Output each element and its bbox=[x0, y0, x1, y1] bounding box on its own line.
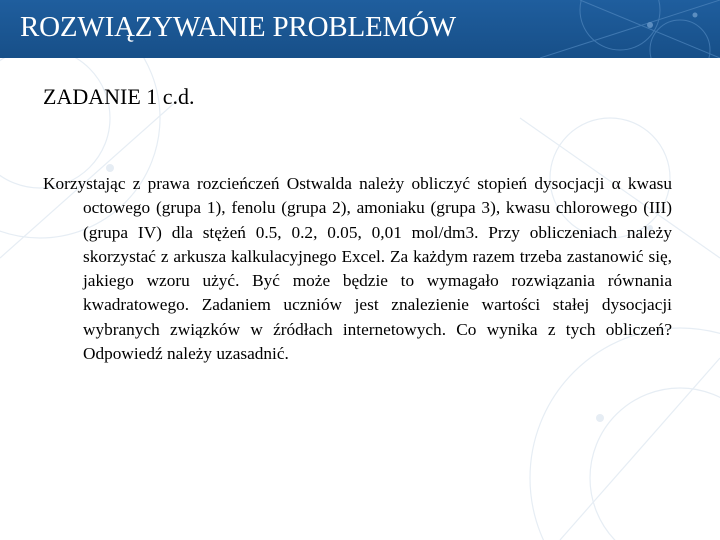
header-network-decoration bbox=[420, 0, 720, 58]
task-heading: ZADANIE 1 c.d. bbox=[43, 84, 195, 109]
title-bar bbox=[0, 0, 720, 58]
slide-title: ROZWIĄZYWANIE PROBLEMÓW bbox=[20, 11, 456, 43]
task-description: Korzystając z prawa rozcieńczeń Ostwalda należy obliczyć stopień dysocjacji α kwasu octowego (grupa 1), fenolu (grupa 2), amoniaku (grupa 3), kwasu chlorowego (III) (grupa IV) dla stężeń 0.5, 0.2, 0.05, 0,01 mol/dm3. Przy obliczeniach należy skorzystać z arkusza kalkulacyjnego Excel. Za każdym razem trzeba zastanowić się, jakiego wzoru użyć. Być może będzie to wymagało rozwiązania równania kwadratowego. Zadaniem uczniów jest znalezienie wartości stałej dysocjacji wybranych związków w źródłach internetowych. Co wynika z tych obliczeń? Odpowiedź należy uzasadnić. bbox=[43, 174, 672, 364]
